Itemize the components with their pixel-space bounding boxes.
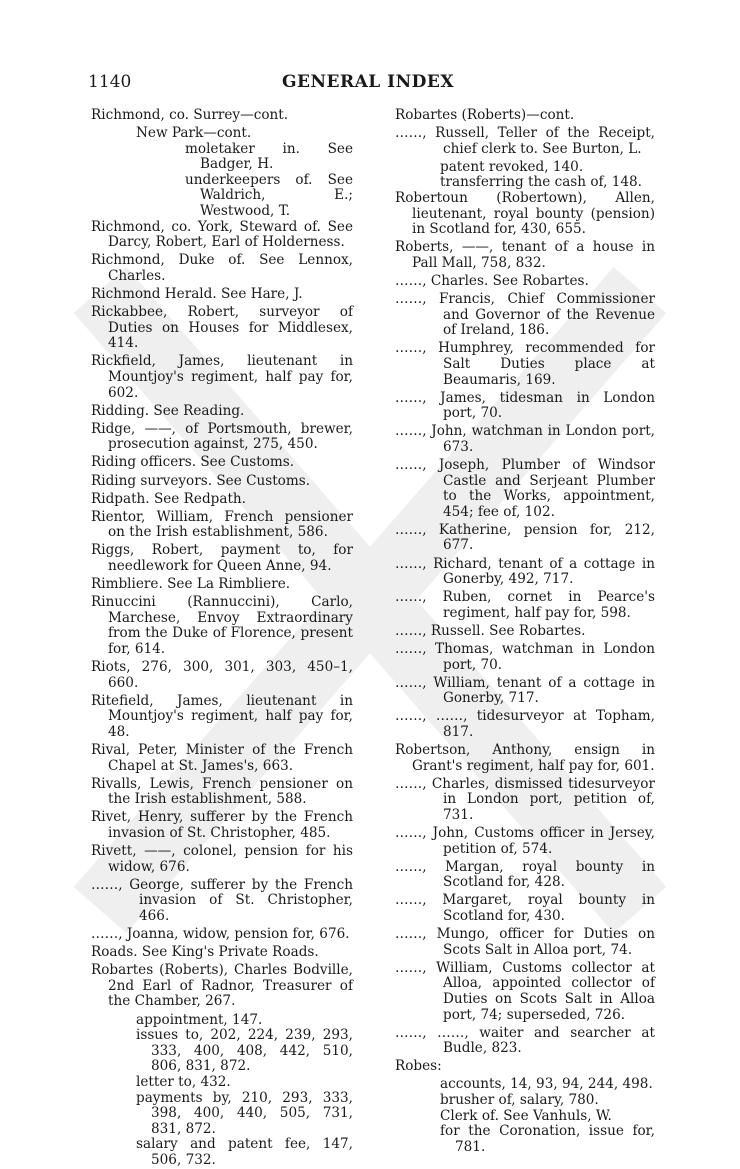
index-entry: Clerk of. See Vanhuls, W. <box>440 1107 612 1124</box>
index-entry: Riggs, Robert, payment to, for needlework for Queen Anne, 94. <box>91 542 353 575</box>
index-entry: Ridge, ——, of Portsmouth, brewer, prosecution against, 275, 450. <box>91 420 353 453</box>
index-entry: New Park—cont. <box>136 125 252 142</box>
index-entry: ……, Charles. See Robartes. <box>395 272 589 289</box>
index-entry: Richmond, Duke of. See Lennox, Charles. <box>91 252 353 284</box>
index-entry: ……, Margaret, royal bounty in Scotland for, 430. <box>395 892 655 924</box>
index-entry: Rivett, ——, colonel, pension for his widow, 676. <box>91 843 353 875</box>
index-entry: ……, Ruben, cornet in Pearce's regiment, half pay for, 598. <box>395 589 655 621</box>
index-entry: ……, Richard, tenant of a cottage in Gonerby, 492, 717. <box>395 555 655 588</box>
index-entry: Richmond, co. Surrey—cont. <box>91 107 289 123</box>
index-entry: ……, Francis, Chief Commissioner and Governor of the Revenue of Ireland, 186. <box>395 291 655 339</box>
index-entry: ……, Russell, Teller of the Receipt, chief clerk to. See Burton, L. <box>395 125 655 157</box>
index-entry: appointment, 147. <box>136 1011 263 1028</box>
index-entry: Rickabbee, Robert, surveyor of Duties on Houses for Middlesex, 414. <box>91 304 353 352</box>
index-entry: payments by, 210, 293, 333, 398, 400, 440, 505, 731, 831, 872. <box>136 1089 353 1137</box>
index-entry: Rivalls, Lewis, French pensioner on the Irish establishment, 588. <box>91 775 353 808</box>
index-entry: ……, Charles, dismissed tidesurveyor in London port, petition of, 731. <box>395 775 655 823</box>
page-title: GENERAL INDEX <box>281 72 455 92</box>
index-entry: Ridding. See Reading. <box>91 402 245 419</box>
index-entry: Robartes (Roberts), Charles Bodville, 2nd Earl of Radnor, Treasurer of the Chamber, 267. <box>91 962 353 1010</box>
index-entry: brusher of, salary, 780. <box>440 1092 599 1109</box>
index-entry: ……, ……, waiter and searcher at Budle, 823. <box>395 1024 655 1057</box>
index-entry: ……, William, tenant of a cottage in Gonerby, 717. <box>395 674 655 707</box>
index-entry: Robes: <box>395 1058 442 1075</box>
index-entry: Rimbliere. See La Rimbliere. <box>91 576 291 593</box>
index-entry: ……, John, watchman in London port, 673. <box>395 423 655 455</box>
index-entry: Ritefield, James, lieutenant in Mountjoy's regiment, half pay for, 48. <box>91 692 353 740</box>
index-entry: salary and patent fee, 147, 506, 732. <box>136 1136 353 1168</box>
index-entry: ……, Katherine, pension for, 212, 677. <box>395 521 655 554</box>
index-entry: Robertson, Anthony, ensign in Grant's regiment, half pay for, 601. <box>395 742 655 774</box>
index-entry: ……, Margan, royal bounty in Scotland for, 428. <box>395 858 655 891</box>
index-entry: Ridpath. See Redpath. <box>91 490 247 507</box>
index-entry: Riding surveyors. See Customs. <box>91 472 311 489</box>
index-entry: letter to, 432. <box>136 1073 231 1090</box>
index-entry: issues to, 202, 224, 239, 293, 333, 400, 408, 442, 510, 806, 831, 872. <box>136 1027 353 1075</box>
index-entry: Roads. See King's Private Roads. <box>91 944 319 961</box>
index-entry: for the Coronation, issue for, 781. <box>440 1123 655 1155</box>
index-entry: Rival, Peter, Minister of the French Chapel at St. James's, 663. <box>91 742 353 774</box>
index-entry: Robertoun (Robertown), Allen, lieutenant, royal bounty (pension) in Scotland for, 430, 655. <box>395 189 655 238</box>
index-entry: ……, Mungo, officer for Duties on Scots Salt in Alloa port, 74. <box>395 926 655 958</box>
page-number: 1140 <box>88 72 132 92</box>
index-entry: accounts, 14, 93, 94, 244, 498. <box>440 1076 653 1093</box>
index-entry: Roberts, ——, tenant of a house in Pall Mall, 758, 832. <box>395 239 655 271</box>
index-entry: Rientor, William, French pensioner on the Irish establishment, 586. <box>91 508 353 541</box>
index-entry: Riots, 276, 300, 301, 303, 450–1, 660. <box>91 659 353 691</box>
page-header <box>88 72 648 96</box>
index-column-right <box>395 108 655 1155</box>
index-entry: Rivet, Henry, sufferer by the French invasion of St. Christopher, 485. <box>91 809 353 842</box>
index-entry: ……, ……, tidesurveyor at Topham, 817. <box>395 708 655 740</box>
index-entry: ……, Joseph, Plumber of Windsor Castle and Serjeant Plumber to the Works, appointment, 454; fee of, 102. <box>395 456 655 520</box>
index-entry: Rickfield, James, lieutenant in Mountjoy's regiment, half pay for, 602. <box>91 353 353 401</box>
index-entry: Robartes (Roberts)—cont. <box>395 107 575 123</box>
index-entry: ……, Joanna, widow, pension for, 676. <box>91 926 350 943</box>
index-entry: Riding officers. See Customs. <box>91 454 295 471</box>
index-entry: ……, Humphrey, recommended for Salt Duties place at Beaumaris, 169. <box>395 340 655 388</box>
index-entry: patent revoked, 140. <box>440 158 584 175</box>
index-entry: transferring the cash of, 148. <box>440 174 642 191</box>
index-entry: Richmond, co. York, Steward of. See Darcy, Robert, Earl of Holderness. <box>91 218 353 251</box>
index-entry: ……, George, sufferer by the French invasion of St. Christopher, 466. <box>91 876 353 924</box>
index-entry: ……, Thomas, watchman in London port, 70. <box>395 641 655 673</box>
index-entry: ……, John, Customs officer in Jersey, petition of, 574. <box>395 825 655 857</box>
index-entry: Richmond Herald. See Hare, J. <box>91 286 303 303</box>
index-entry: Rinuccini (Rannuccini), Carlo, Marchese, Envoy Extraordinary from the Duke of Florence, present for, 614. <box>91 594 353 657</box>
index-entry: ……, James, tidesman in London port, 70. <box>395 389 655 422</box>
index-entry: ……, Russell. See Robartes. <box>395 622 586 639</box>
index-entry: underkeepers of. See Waldrich, E.; Westwood, T. <box>185 171 353 220</box>
index-entry: moletaker in. See Badger, H. <box>185 140 353 173</box>
index-column-left <box>91 108 353 1169</box>
index-entry: ……, William, Customs collector at Alloa, appointed collector of Duties on Scots Salt in Alloa port, 74; superseded, 726. <box>395 959 655 1023</box>
